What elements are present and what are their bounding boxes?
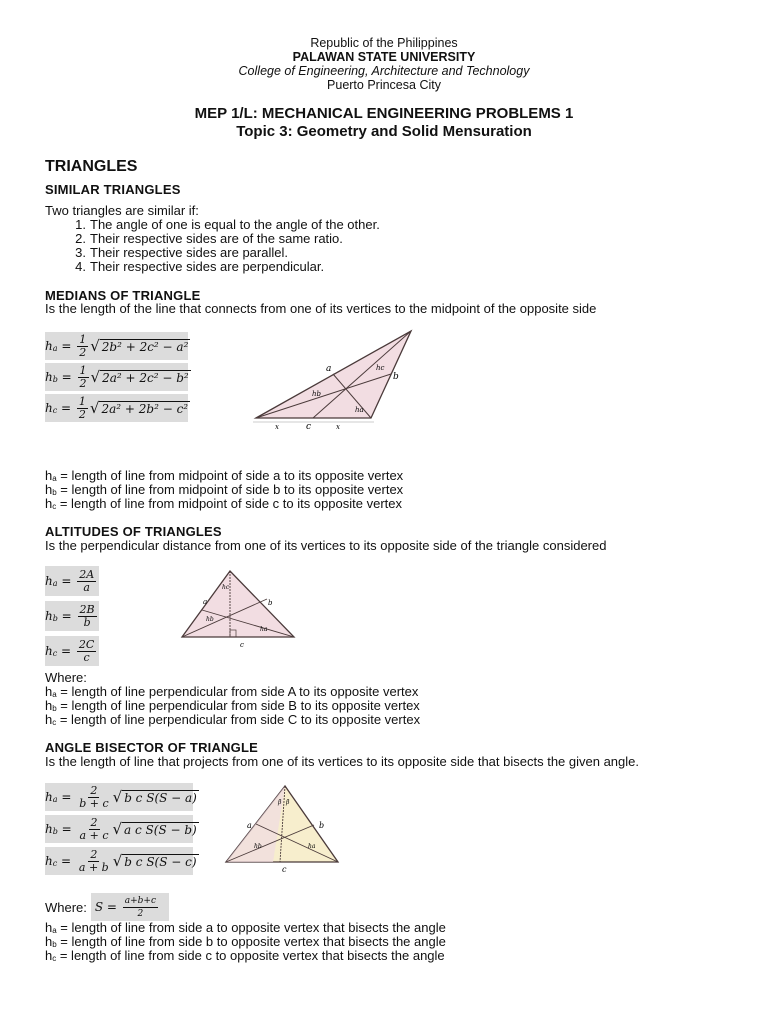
bisector-where: Where: (45, 900, 87, 915)
similar-heading: SIMILAR TRIANGLES (45, 182, 181, 197)
median-formula-a: ha = $\frac{1}{2}$ √ 2b² + 2c² − a² (45, 332, 189, 359)
bisector-formula-b: hb = $\frac{2}{a + c}$ √ a c S(S − b) (45, 815, 197, 842)
list-item: 1. The angle of one is equal to the angle of the other. (75, 217, 380, 232)
similar-list (75, 217, 380, 274)
label-hc: hc (222, 584, 230, 591)
label-a: a (326, 364, 332, 374)
altitude-formula-c: hc = $\frac{2C}{c}$ (45, 636, 99, 666)
bisector-def-a: ha = length of line from side a to opposite vertex that bisects the angle (45, 920, 446, 935)
label-hb: hb (312, 390, 321, 398)
bisector-triangle-figure (218, 778, 346, 874)
label-x1: x (275, 423, 279, 431)
university-name: PALAWAN STATE UNIVERSITY (292, 50, 476, 64)
altitude-formula-a: ha = $\frac{2A}{a}$ (45, 566, 99, 596)
label-hb: hb (254, 843, 262, 850)
median-def-a: ha = length of line from midpoint of side a to its opposite vertex (45, 468, 404, 483)
label-ha: ha (355, 406, 364, 414)
label-b: b (268, 599, 273, 607)
bisector-description: Is the length of line that projects from one of its vertices to its opposite side that bisects the given angle. (45, 754, 639, 769)
semiperimeter-formula: S = $\frac{a+b+c}{2}$ (91, 893, 169, 921)
label-hb: hb (206, 616, 214, 623)
label-c: c (306, 422, 312, 432)
topic-title: Topic 3: Geometry and Solid Mensuration (236, 123, 532, 140)
altitude-formula-b: hb = $\frac{2B}{b}$ (45, 601, 99, 631)
label-b: b (319, 821, 325, 830)
college-name: College of Engineering, Architecture and Technology (238, 64, 530, 78)
bisector-def-b: hb = length of line from side b to opposite vertex that bisects the angle (45, 934, 446, 949)
altitudes-description: Is the perpendicular distance from one of its vertices to its opposite side of the triangle considered (45, 538, 607, 553)
angle-mark-1: β (278, 799, 282, 806)
triangle-shape (182, 571, 294, 637)
altitude-def-b: hb = length of line perpendicular from side B to its opposite vertex (45, 698, 420, 713)
bisector-heading: ANGLE BISECTOR OF TRIANGLE (45, 740, 258, 755)
label-b: b (393, 372, 399, 382)
republic-line: Republic of the Philippines (310, 36, 458, 50)
city-name: Puerto Princesa City (327, 78, 441, 92)
triangles-heading: TRIANGLES (45, 158, 138, 175)
list-item: 4. Their respective sides are perpendicular. (75, 259, 325, 274)
similar-intro: Two triangles are similar if: (45, 203, 199, 218)
median-triangle-figure (248, 326, 423, 434)
bisector-def-c: hc = length of line from side c to opposite vertex that bisects the angle (45, 948, 445, 963)
altitude-def-a: ha = length of line perpendicular from side A to its opposite vertex (45, 684, 419, 699)
median-formula-b: hb = $\frac{1}{2}$ √ 2a² + 2c² − b² (45, 363, 189, 390)
altitudes-heading: ALTITUDES OF TRIANGLES (45, 524, 222, 539)
label-a: a (203, 598, 208, 606)
label-ha: ha (308, 843, 316, 850)
label-ha: ha (260, 626, 268, 633)
altitude-def-c: hc = length of line perpendicular from side C to its opposite vertex (45, 712, 421, 727)
bisector-formula-c: hc = $\frac{2}{a + b}$ √ b c S(S − c) (45, 847, 197, 874)
label-x2: x (336, 423, 340, 431)
bisector-formula-a: ha = $\frac{2}{b + c}$ √ b c S(S − a) (45, 783, 197, 810)
label-a: a (247, 821, 252, 830)
course-title: MEP 1/L: MECHANICAL ENGINEERING PROBLEMS 1 (194, 105, 574, 122)
label-c: c (282, 865, 287, 874)
altitude-triangle-figure (172, 563, 304, 657)
median-formula-c: hc = $\frac{1}{2}$ √ 2a² + 2b² − c² (45, 394, 189, 421)
label-c: c (240, 641, 244, 649)
altitude-where: Where: (45, 670, 87, 685)
list-item: 3. Their respective sides are parallel. (75, 245, 288, 260)
median-def-c: hc = length of line from midpoint of side c to its opposite vertex (45, 496, 402, 511)
medians-heading: MEDIANS OF TRIANGLE (45, 288, 201, 303)
list-item: 2. Their respective sides are of the same ratio. (75, 231, 343, 246)
angle-mark-2: β (286, 799, 290, 806)
median-def-b: hb = length of line from midpoint of side b to its opposite vertex (45, 482, 404, 497)
label-hc: hc (376, 364, 385, 372)
medians-description: Is the length of the line that connects from one of its vertices to the midpoint of the opposite side (45, 301, 597, 316)
